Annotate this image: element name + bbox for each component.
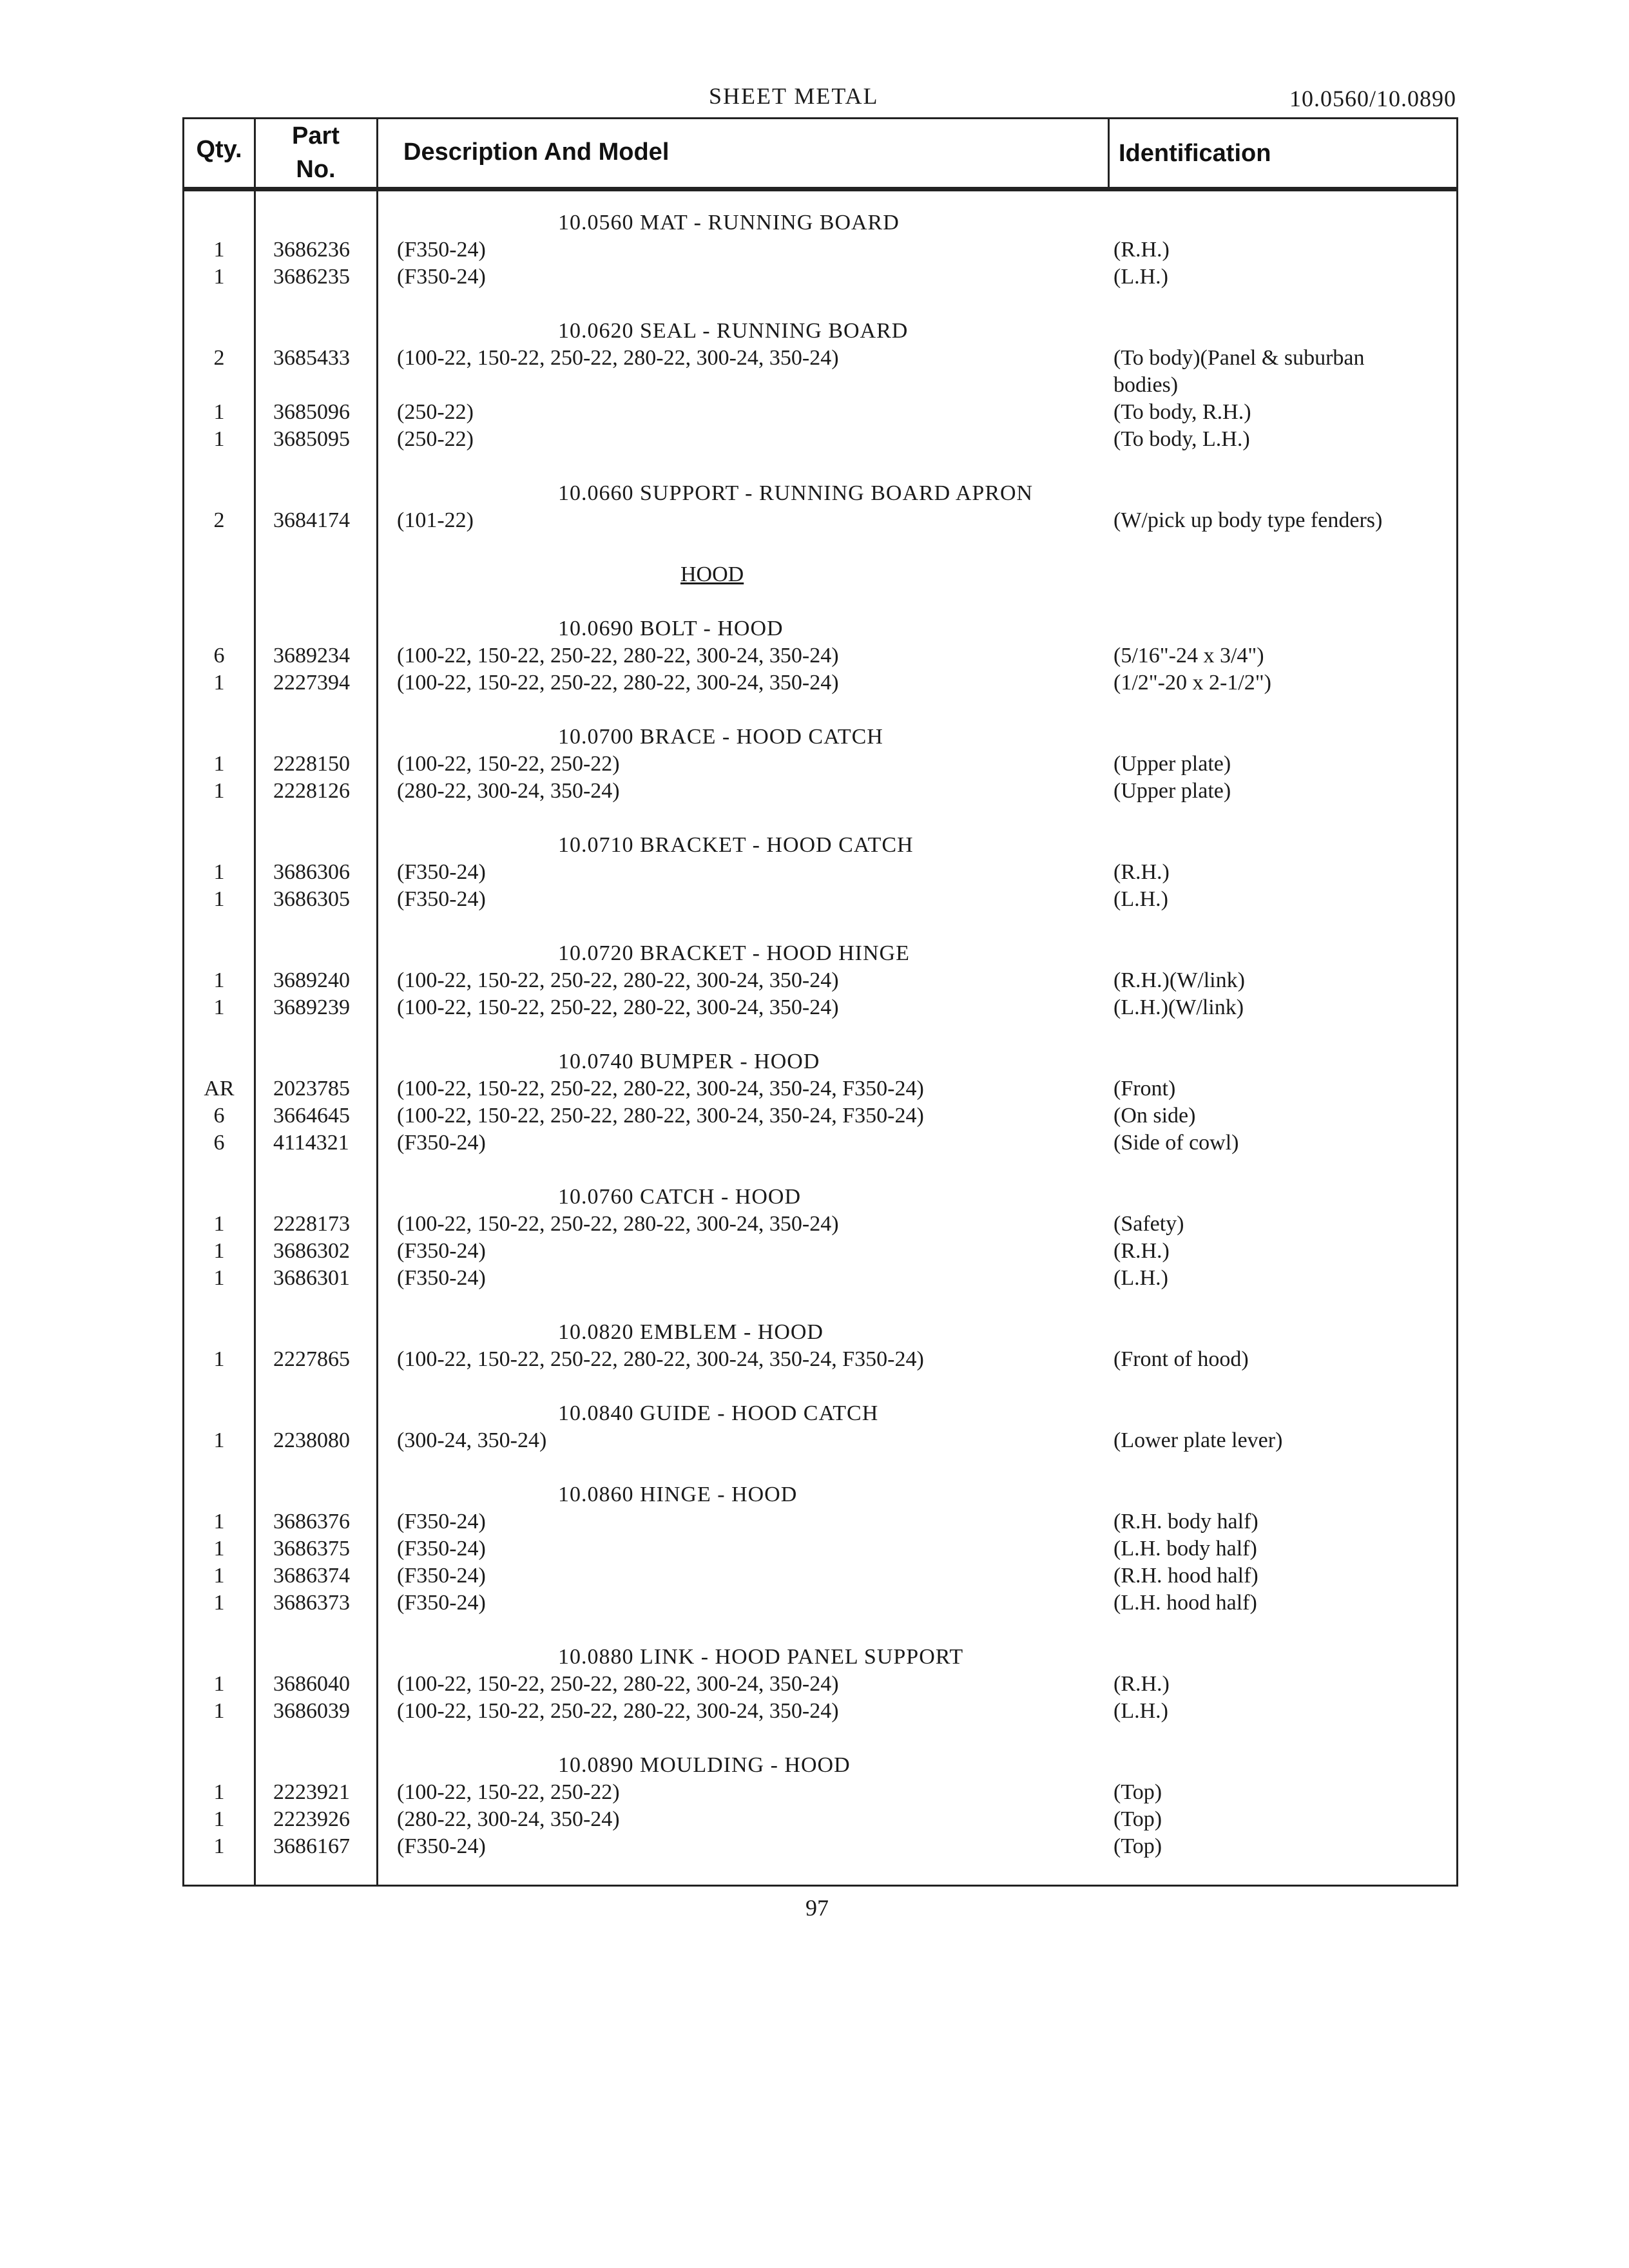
- spacer: [184, 805, 1456, 832]
- qty-cell: 1: [213, 779, 225, 803]
- section-heading: [184, 1400, 1456, 1427]
- table-row: [184, 1075, 1456, 1102]
- section-heading: [184, 940, 1456, 967]
- part-number-cell: 3684174: [273, 508, 350, 532]
- table-row: [184, 1698, 1456, 1725]
- part-number-cell: 2223926: [273, 1807, 350, 1831]
- table-row: [184, 1806, 1456, 1833]
- section-heading: [184, 1481, 1456, 1508]
- part-number-cell: 2223921: [273, 1780, 350, 1804]
- spacer: [184, 1373, 1456, 1400]
- description-cell: (F350-24): [397, 887, 486, 911]
- section-heading: [184, 1319, 1456, 1346]
- identification-cell: (Lower plate lever): [1113, 1428, 1283, 1452]
- table-row: [184, 1779, 1456, 1806]
- spacer: [184, 453, 1456, 480]
- section-title: 10.0890 MOULDING - HOOD: [558, 1753, 851, 1777]
- identification-cell: (L.H.): [1113, 887, 1168, 911]
- qty-cell: 1: [213, 400, 225, 424]
- identification-cell: (Safety): [1113, 1212, 1184, 1236]
- identification-cell: (5/16"-24 x 3/4"): [1113, 644, 1264, 668]
- part-number-cell: 3686302: [273, 1239, 350, 1263]
- table-row: [184, 236, 1456, 264]
- section-title: 10.0560 MAT - RUNNING BOARD: [558, 211, 900, 235]
- header-rule: [184, 187, 1456, 191]
- part-number-cell: 3686301: [273, 1266, 350, 1290]
- identification-cell: (To body, R.H.): [1113, 400, 1251, 424]
- description-cell: (100-22, 150-22, 250-22, 280-22, 300-24, 350-24): [397, 968, 839, 992]
- spacer: [184, 588, 1456, 615]
- qty-cell: 1: [213, 1834, 225, 1858]
- section-title: 10.0740 BUMPER - HOOD: [558, 1050, 820, 1073]
- part-number-cell: 3686376: [273, 1510, 350, 1533]
- column-header-part-line2: No.: [296, 156, 336, 183]
- section-title: 10.0840 GUIDE - HOOD CATCH: [558, 1401, 879, 1425]
- part-number-cell: 3686375: [273, 1537, 350, 1561]
- part-number-cell: 3686235: [273, 265, 350, 289]
- column-header-part-line1: Part: [292, 122, 340, 149]
- page-heading: SHEET METAL: [709, 83, 879, 109]
- table-row: [184, 1562, 1456, 1590]
- table-row: [184, 1427, 1456, 1454]
- table-row: [184, 669, 1456, 697]
- identification-cell: (R.H. hood half): [1113, 1564, 1258, 1588]
- identification-cell: (To body, L.H.): [1113, 427, 1250, 451]
- part-number-cell: 3689240: [273, 968, 350, 992]
- qty-cell: 1: [213, 752, 225, 776]
- qty-cell: 1: [213, 1807, 225, 1831]
- identification-cell: (L.H.)(W/link): [1113, 995, 1244, 1019]
- part-number-cell: 2228150: [273, 752, 350, 776]
- table-row: [184, 886, 1456, 913]
- table-row: [184, 1833, 1456, 1860]
- identification-cell: (Top): [1113, 1807, 1162, 1831]
- description-cell: (250-22): [397, 427, 474, 451]
- identification-cell: (R.H.)(W/link): [1113, 968, 1245, 992]
- qty-cell: 1: [213, 1239, 225, 1263]
- identification-cell: bodies): [1113, 373, 1179, 397]
- table-row: [184, 1590, 1456, 1617]
- identification-cell: (L.H. hood half): [1113, 1591, 1257, 1615]
- qty-cell: 1: [213, 1699, 225, 1723]
- spacer: [184, 913, 1456, 940]
- part-number-cell: 2238080: [273, 1428, 350, 1452]
- qty-cell: 1: [213, 1672, 225, 1696]
- description-cell: (300-24, 350-24): [397, 1428, 547, 1452]
- description-cell: (100-22, 150-22, 250-22, 280-22, 300-24, 350-24, F350-24): [397, 1077, 924, 1100]
- section-heading: [184, 1752, 1456, 1779]
- description-cell: (F350-24): [397, 1266, 486, 1290]
- description-cell: (F350-24): [397, 1510, 486, 1533]
- spacer: [184, 1617, 1456, 1644]
- identification-cell: (Side of cowl): [1113, 1131, 1239, 1155]
- part-number-cell: 3686039: [273, 1699, 350, 1723]
- table-row: [184, 778, 1456, 805]
- section-heading: [184, 1184, 1456, 1211]
- section-heading: [184, 1048, 1456, 1075]
- identification-cell: (Top): [1113, 1834, 1162, 1858]
- identification-cell: (Upper plate): [1113, 752, 1231, 776]
- section-heading: [184, 480, 1456, 507]
- spacer: [184, 697, 1456, 724]
- table-row: [184, 426, 1456, 453]
- qty-cell: 1: [213, 1212, 225, 1236]
- qty-cell: 2: [213, 346, 225, 370]
- table-row: [184, 859, 1456, 886]
- description-cell: (F350-24): [397, 265, 486, 289]
- part-number-cell: 2227865: [273, 1347, 350, 1371]
- description-cell: (101-22): [397, 508, 474, 532]
- description-cell: (F350-24): [397, 860, 486, 884]
- part-number-cell: 3689234: [273, 644, 350, 668]
- table-row: [184, 1671, 1456, 1698]
- identification-cell: (1/2"-20 x 2-1/2"): [1113, 671, 1271, 695]
- identification-cell: (R.H. body half): [1113, 1510, 1258, 1533]
- part-number-cell: 3686374: [273, 1564, 350, 1588]
- part-number-cell: 3686305: [273, 887, 350, 911]
- column-header-description: Description And Model: [403, 139, 670, 166]
- table-row: [184, 994, 1456, 1021]
- identification-cell: (On side): [1113, 1104, 1196, 1128]
- section-title: 10.0690 BOLT - HOOD: [558, 617, 784, 640]
- description-cell: (100-22, 150-22, 250-22, 280-22, 300-24, 350-24): [397, 346, 839, 370]
- spacer: [184, 1725, 1456, 1752]
- section-title: 10.0860 HINGE - HOOD: [558, 1483, 798, 1506]
- page-number: 97: [805, 1895, 829, 1921]
- section-title: 10.0720 BRACKET - HOOD HINGE: [558, 941, 910, 965]
- description-cell: (100-22, 150-22, 250-22): [397, 1780, 620, 1804]
- qty-cell: 1: [213, 671, 225, 695]
- column-header-part: [256, 119, 375, 186]
- identification-cell: (R.H.): [1113, 1672, 1170, 1696]
- identification-cell: (Front of hood): [1113, 1347, 1249, 1371]
- section-title: 10.0820 EMBLEM - HOOD: [558, 1320, 824, 1344]
- qty-cell: 6: [213, 1131, 225, 1155]
- part-number-cell: 3686236: [273, 238, 350, 262]
- identification-cell: (To body)(Panel & suburban: [1113, 346, 1365, 370]
- description-cell: (F350-24): [397, 1591, 486, 1615]
- qty-cell: 1: [213, 968, 225, 992]
- description-cell: (F350-24): [397, 1834, 486, 1858]
- qty-cell: 1: [213, 1266, 225, 1290]
- parts-table: [182, 117, 1458, 1887]
- identification-cell: (Front): [1113, 1077, 1176, 1100]
- part-number-cell: 3689239: [273, 995, 350, 1019]
- description-cell: (F350-24): [397, 1131, 486, 1155]
- description-cell: (F350-24): [397, 1537, 486, 1561]
- part-number-cell: 2023785: [273, 1077, 350, 1100]
- section-heading: [184, 724, 1456, 751]
- identification-cell: (L.H.): [1113, 265, 1168, 289]
- part-number-cell: 3685095: [273, 427, 350, 451]
- part-number-cell: 3686040: [273, 1672, 350, 1696]
- part-number-cell: 3686373: [273, 1591, 350, 1615]
- table-row: [184, 507, 1456, 534]
- identification-cell: (R.H.): [1113, 238, 1170, 262]
- description-cell: (280-22, 300-24, 350-24): [397, 779, 620, 803]
- table-row: [184, 1238, 1456, 1265]
- part-number-cell: 2227394: [273, 671, 350, 695]
- section-heading: [184, 832, 1456, 859]
- table-row: [184, 967, 1456, 994]
- qty-cell: 1: [213, 887, 225, 911]
- description-cell: (100-22, 150-22, 250-22, 280-22, 300-24, 350-24): [397, 995, 839, 1019]
- table-row: [184, 372, 1456, 399]
- table-row: [184, 399, 1456, 426]
- table-row: [184, 751, 1456, 778]
- part-number-cell: 3685096: [273, 400, 350, 424]
- identification-cell: (Upper plate): [1113, 779, 1231, 803]
- section-title: 10.0660 SUPPORT - RUNNING BOARD APRON: [558, 481, 1034, 505]
- section-title: 10.0710 BRACKET - HOOD CATCH: [558, 833, 914, 857]
- description-cell: (250-22): [397, 400, 474, 424]
- table-row: [184, 264, 1456, 291]
- description-cell: (100-22, 150-22, 250-22, 280-22, 300-24, 350-24, F350-24): [397, 1104, 924, 1128]
- table-row: [184, 1508, 1456, 1535]
- qty-cell: AR: [204, 1077, 235, 1100]
- part-number-cell: 3664645: [273, 1104, 350, 1128]
- subsection-title: HOOD: [680, 562, 744, 586]
- identification-cell: (R.H.): [1113, 1239, 1170, 1263]
- section-title: 10.0880 LINK - HOOD PANEL SUPPORT: [558, 1645, 964, 1669]
- table-row: [184, 1211, 1456, 1238]
- table-row: [184, 642, 1456, 669]
- section-range: 10.0560/10.0890: [1289, 86, 1456, 111]
- description-cell: (100-22, 150-22, 250-22, 280-22, 300-24, 350-24): [397, 644, 839, 668]
- table-row: [184, 1346, 1456, 1373]
- description-cell: (F350-24): [397, 1239, 486, 1263]
- part-number-cell: 3686306: [273, 860, 350, 884]
- part-number-cell: 2228126: [273, 779, 350, 803]
- description-cell: (100-22, 150-22, 250-22, 280-22, 300-24, 350-24): [397, 1212, 839, 1236]
- description-cell: (100-22, 150-22, 250-22): [397, 752, 620, 776]
- spacer: [184, 291, 1456, 318]
- table-body: [184, 209, 1456, 1860]
- column-divider: [1108, 119, 1110, 187]
- qty-cell: 2: [213, 508, 225, 532]
- spacer: [184, 534, 1456, 561]
- spacer: [184, 1157, 1456, 1184]
- subsection-heading: [184, 561, 1456, 588]
- description-cell: (F350-24): [397, 238, 486, 262]
- section-heading: [184, 209, 1456, 236]
- qty-cell: 1: [213, 1591, 225, 1615]
- identification-cell: (Top): [1113, 1780, 1162, 1804]
- qty-cell: 1: [213, 238, 225, 262]
- qty-cell: 6: [213, 1104, 225, 1128]
- qty-cell: 1: [213, 1780, 225, 1804]
- section-heading: [184, 615, 1456, 642]
- description-cell: (100-22, 150-22, 250-22, 280-22, 300-24, 350-24): [397, 671, 839, 695]
- identification-cell: (R.H.): [1113, 860, 1170, 884]
- spacer: [184, 1292, 1456, 1319]
- spacer: [184, 1454, 1456, 1481]
- description-cell: (280-22, 300-24, 350-24): [397, 1807, 620, 1831]
- description-cell: (100-22, 150-22, 250-22, 280-22, 300-24, 350-24): [397, 1699, 839, 1723]
- identification-cell: (L.H.): [1113, 1699, 1168, 1723]
- column-header-qty: Qty.: [196, 136, 242, 163]
- qty-cell: 1: [213, 1564, 225, 1588]
- table-row: [184, 1129, 1456, 1157]
- qty-cell: 1: [213, 1428, 225, 1452]
- section-title: 10.0700 BRACE - HOOD CATCH: [558, 725, 883, 749]
- qty-cell: 1: [213, 1347, 225, 1371]
- table-row: [184, 1102, 1456, 1129]
- part-number-cell: 3686167: [273, 1834, 350, 1858]
- spacer: [184, 1021, 1456, 1048]
- description-cell: (100-22, 150-22, 250-22, 280-22, 300-24, 350-24, F350-24): [397, 1347, 924, 1371]
- part-number-cell: 3685433: [273, 346, 350, 370]
- part-number-cell: 4114321: [273, 1131, 349, 1155]
- qty-cell: 1: [213, 265, 225, 289]
- section-heading: [184, 1644, 1456, 1671]
- identification-cell: (L.H.): [1113, 1266, 1168, 1290]
- description-cell: (F350-24): [397, 1564, 486, 1588]
- identification-cell: (L.H. body half): [1113, 1537, 1257, 1561]
- qty-cell: 1: [213, 1537, 225, 1561]
- qty-cell: 1: [213, 1510, 225, 1533]
- identification-cell: (W/pick up body type fenders): [1113, 508, 1383, 532]
- qty-cell: 1: [213, 427, 225, 451]
- description-cell: (100-22, 150-22, 250-22, 280-22, 300-24, 350-24): [397, 1672, 839, 1696]
- section-title: 10.0620 SEAL - RUNNING BOARD: [558, 319, 909, 343]
- qty-cell: 6: [213, 644, 225, 668]
- qty-cell: 1: [213, 995, 225, 1019]
- table-row: [184, 1265, 1456, 1292]
- table-row: [184, 345, 1456, 372]
- section-title: 10.0760 CATCH - HOOD: [558, 1185, 801, 1209]
- part-number-cell: 2228173: [273, 1212, 350, 1236]
- table-row: [184, 1535, 1456, 1562]
- column-header-identification: Identification: [1119, 140, 1271, 167]
- section-heading: [184, 318, 1456, 345]
- qty-cell: 1: [213, 860, 225, 884]
